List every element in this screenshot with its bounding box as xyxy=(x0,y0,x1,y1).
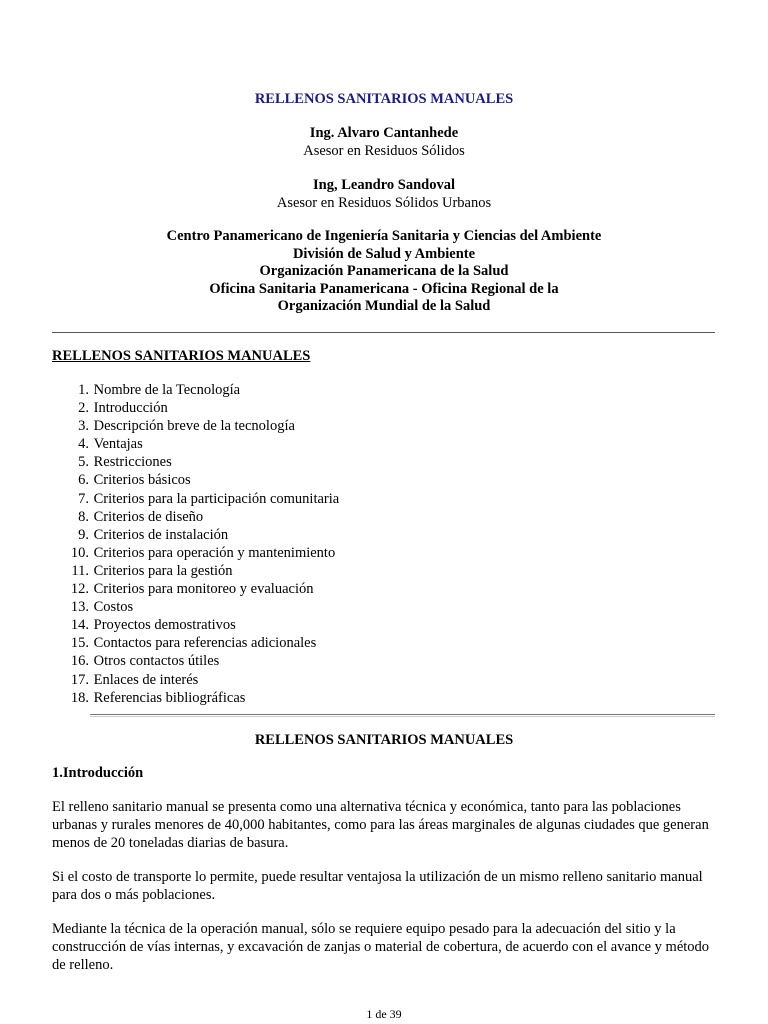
org-line-5: Organización Mundial de la Salud xyxy=(277,298,491,315)
paragraph-1: El relleno sanitario manual se presenta como una alternativa técnica y económica, tanto para las poblaciones urbanas y rurales menores de 40,000 habitantes, como para las áreas marginales de algunas ciudades que generan menos de 20 toneladas diarias de basura. xyxy=(52,799,709,851)
org-line-4: Oficina Sanitaria Panamericana - Oficina Regional de la xyxy=(209,280,559,297)
section-subtitle: 1.Introducción xyxy=(52,765,144,781)
org-line-2: División de Salud y Ambiente xyxy=(292,245,476,262)
author-1-name: Ing. Alvaro Cantanhede xyxy=(309,125,459,141)
toc-item[interactable]: 16. Otros contactos útiles xyxy=(70,653,220,670)
author-2 xyxy=(0,176,768,212)
author-1 xyxy=(0,124,768,160)
author-1-role: Asesor en Residuos Sólidos xyxy=(303,143,465,159)
toc-item[interactable]: 1. Nombre de la Tecnología xyxy=(78,382,241,398)
author-2-role: Asesor en Residuos Sólidos Urbanos xyxy=(276,195,492,211)
toc-item[interactable]: 15. Contactos para referencias adicionales xyxy=(70,635,317,652)
divider-top xyxy=(52,332,715,333)
section-title: RELLENOS SANITARIOS MANUALES xyxy=(254,732,514,748)
toc-item[interactable]: 4. Ventajas xyxy=(78,436,143,453)
divider-toc xyxy=(90,714,715,717)
toc-item[interactable]: 2. Introducción xyxy=(78,400,168,417)
toc-item[interactable]: 9. Criterios de instalación xyxy=(78,526,229,543)
toc-item[interactable]: 10. Criterios para operación y mantenimiento xyxy=(70,544,336,561)
paragraph-2: Si el costo de transporte lo permite, puede resultar ventajosa la utilización de un mismo relleno sanitario manual para dos o más poblaciones. xyxy=(52,869,703,903)
toc-item[interactable]: 8. Criterios de diseño xyxy=(78,508,204,525)
toc-item[interactable]: 7. Criterios para la participación comunitaria xyxy=(78,490,340,507)
toc-item[interactable]: 6. Criterios básicos xyxy=(78,472,191,489)
page-number: 1 de 39 xyxy=(366,1007,402,1021)
author-2-name: Ing, Leandro Sandoval xyxy=(313,177,455,193)
org-line-3: Organización Panamericana de la Salud xyxy=(259,263,509,280)
organization-block xyxy=(0,228,768,316)
org-line-1: Centro Panamericano de Ingeniería Sanitaria y Ciencias del Ambiente xyxy=(166,228,602,244)
toc-item[interactable]: 5. Restricciones xyxy=(78,454,172,471)
paragraph-3: Mediante la técnica de la operación manual, sólo se requiere equipo pesado para la adecuación del sitio y la construcción de vías internas, y excavación de zanjas o material de cobertura, de acuerdo con el avance y método de relleno. xyxy=(52,921,710,973)
toc-item[interactable]: 17. Enlaces de interés xyxy=(70,671,199,688)
document-title: RELLENOS SANITARIOS MANUALES xyxy=(254,91,514,107)
toc-item[interactable]: 11. Criterios para la gestión xyxy=(71,562,233,579)
toc-item[interactable]: 13. Costos xyxy=(70,599,134,616)
toc-item[interactable]: 3. Descripción breve de la tecnología xyxy=(78,418,295,435)
toc-item[interactable]: 12. Criterios para monitoreo y evaluación xyxy=(70,581,314,598)
toc-item[interactable]: 18. Referencias bibliográficas xyxy=(70,689,246,706)
toc-item[interactable]: 14. Proyectos demostrativos xyxy=(70,617,236,634)
toc-heading: RELLENOS SANITARIOS MANUALES xyxy=(52,348,311,364)
table-of-contents xyxy=(52,381,339,707)
